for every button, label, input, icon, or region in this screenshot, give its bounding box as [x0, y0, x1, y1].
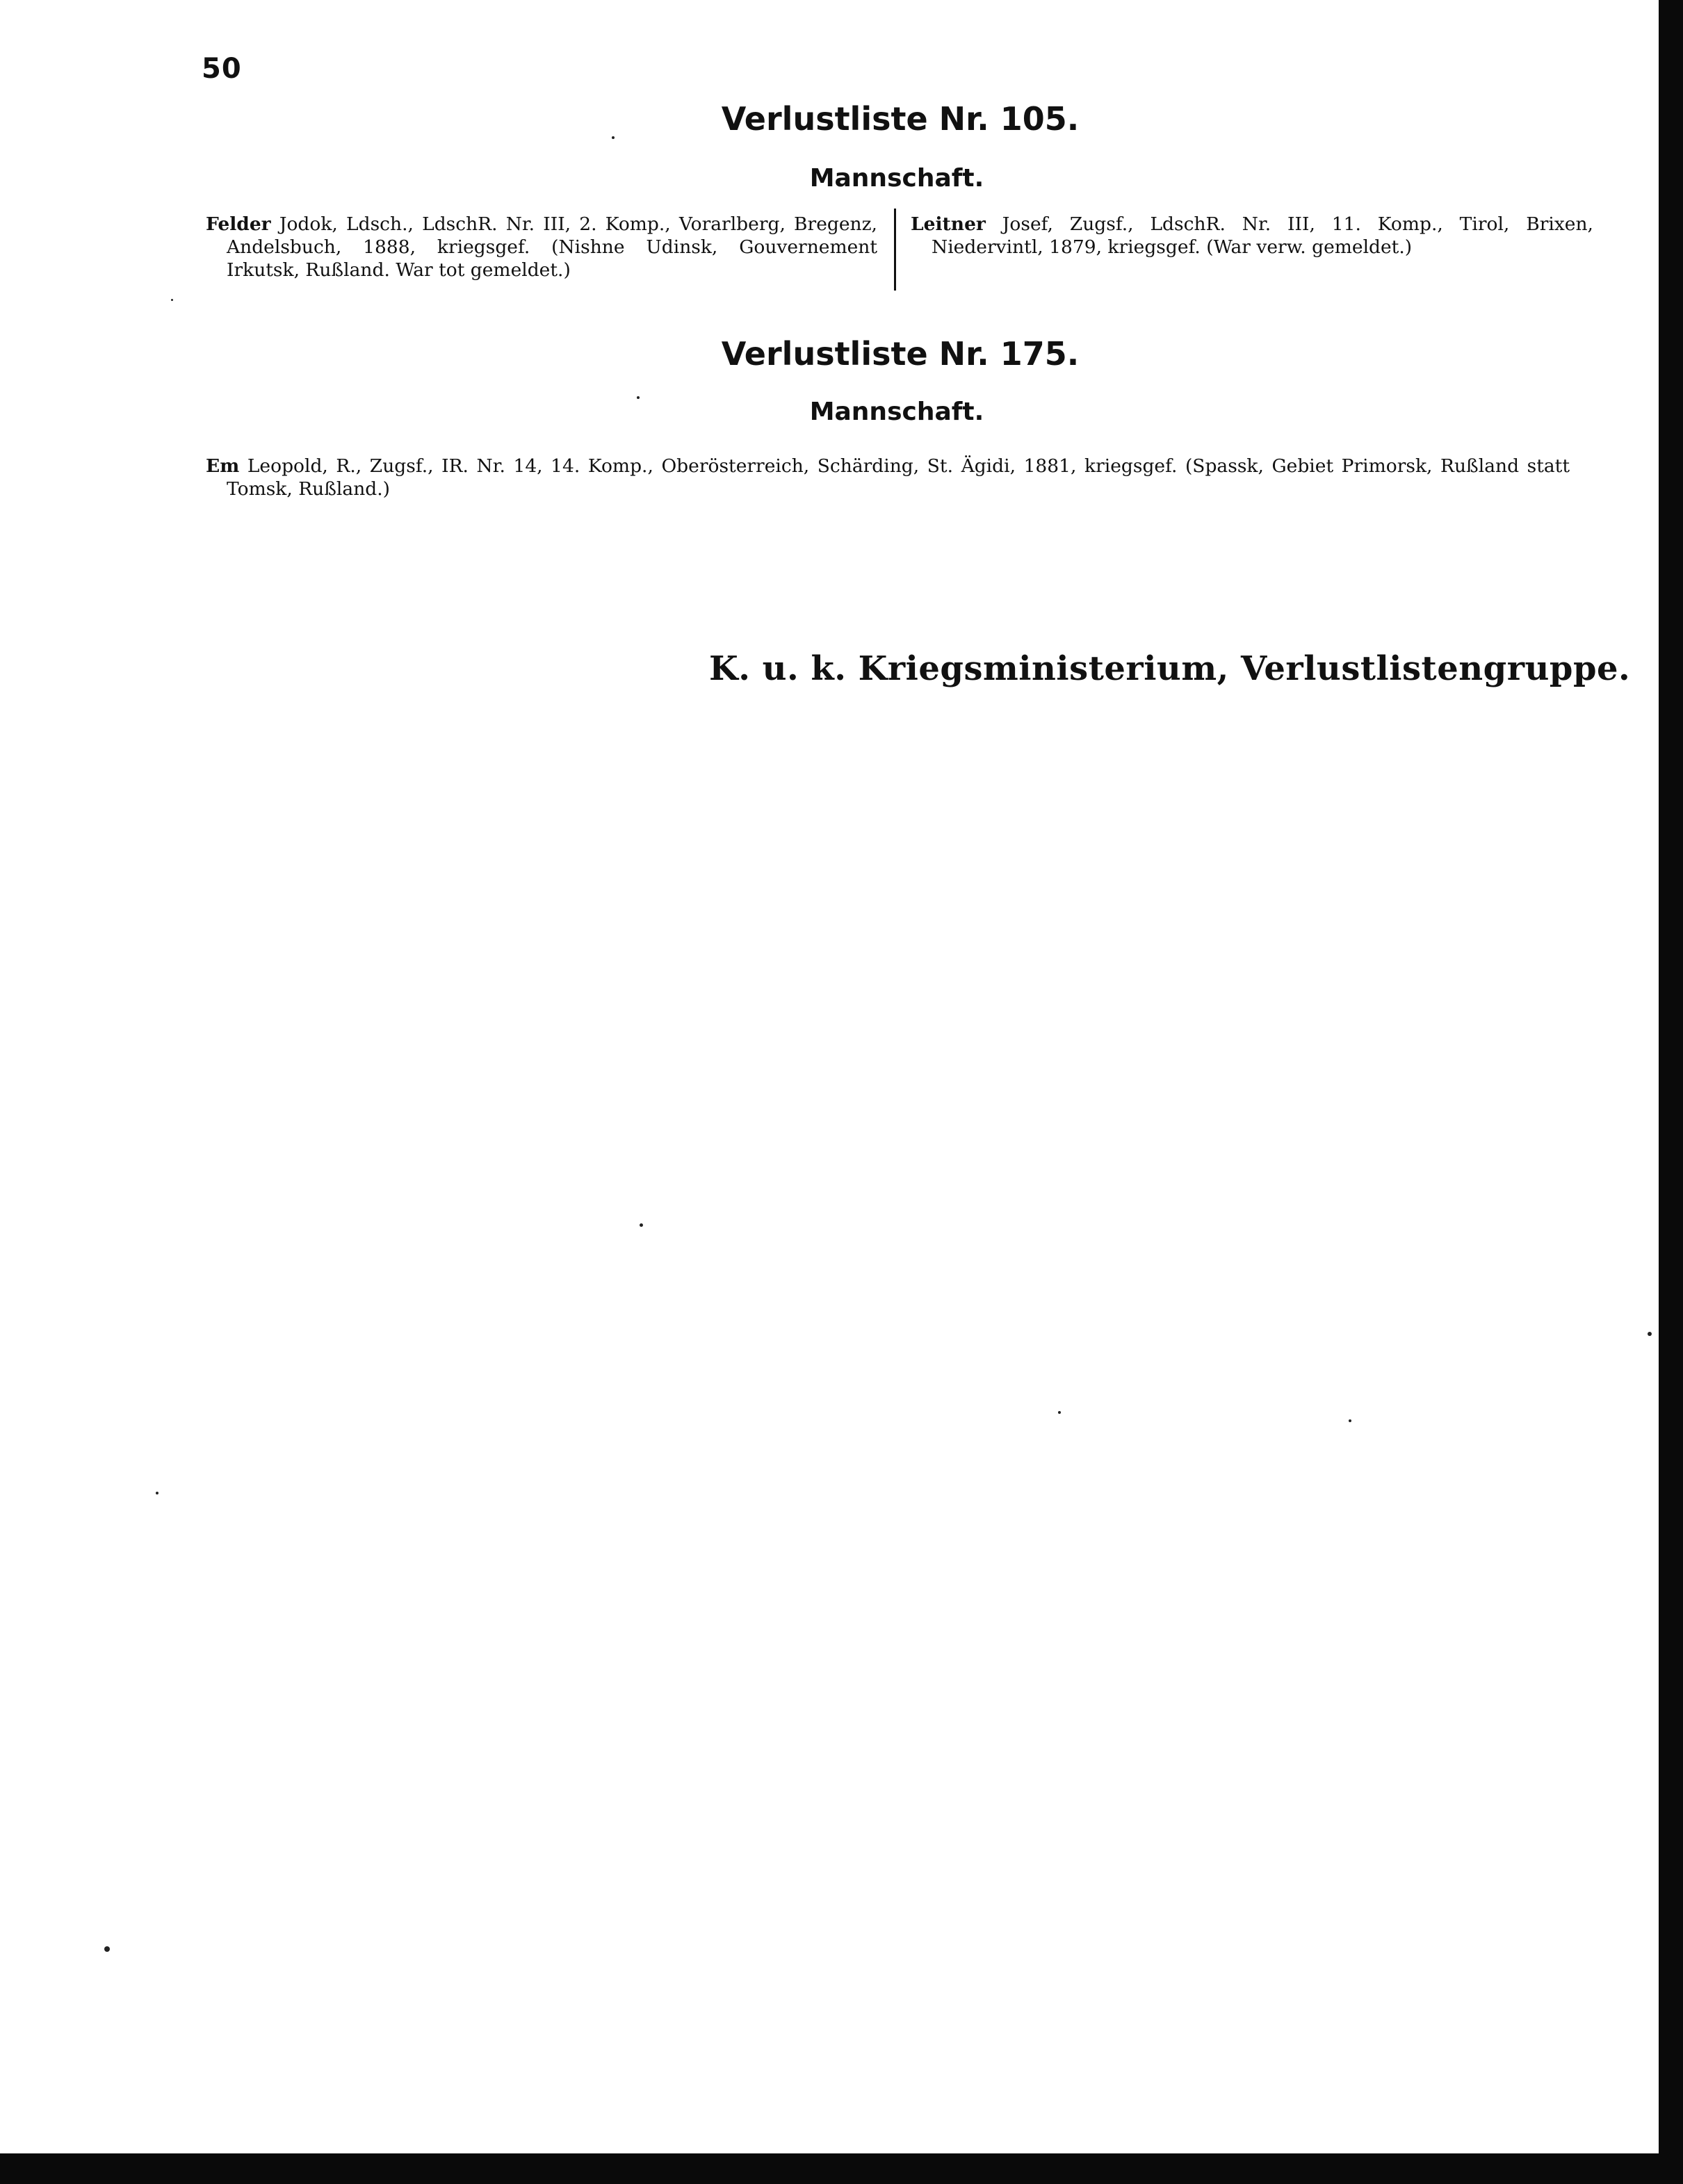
scan-speck [637, 396, 640, 399]
loss-list-105-subtitle: Mannschaft. [809, 164, 984, 193]
loss-list-175-subtitle: Mannschaft. [809, 398, 984, 426]
casualty-entry [206, 455, 1570, 500]
casualty-surname: Em [206, 455, 240, 477]
casualty-details: Jodok, Ldsch., LdschR. Nr. III, 2. Komp., Vorarlberg, Bregenz, Andelsbuch, 1888, kriegsgef. (Nishne Udinsk, Gouvernement Irkutsk, Rußland. War tot gemeldet.) [227, 213, 877, 281]
loss-list-105-title: Verlustliste Nr. 105. [721, 100, 1080, 138]
scan-speck [612, 136, 615, 139]
page-number: 50 [202, 53, 242, 85]
scan-speck [1648, 1332, 1652, 1336]
casualty-surname: Leitner [911, 213, 986, 235]
casualty-details: Josef, Zugsf., LdschR. Nr. III, 11. Komp., Tirol, Brixen, Niedervintl, 1879, kriegsgef. (War verw. gemeldet.) [932, 213, 1593, 258]
scan-speck [104, 1946, 110, 1952]
loss-list-105-right-column [911, 213, 1593, 259]
scan-border-bottom [0, 2153, 1683, 2184]
scan-speck [1349, 1419, 1351, 1422]
scan-speck [640, 1223, 643, 1227]
scan-speck [1058, 1411, 1061, 1414]
casualty-details: Leopold, R., Zugsf., IR. Nr. 14, 14. Komp., Oberösterreich, Schärding, St. Ägidi, 1881, kriegsgef. (Spassk, Gebiet Primorsk, Rußland statt Tomsk, Rußland.) [227, 455, 1570, 500]
ministry-signature: K. u. k. Kriegsministerium, Verlustlistengruppe. [709, 649, 1631, 688]
casualty-entry [911, 213, 1593, 259]
loss-list-105-left-column [206, 213, 877, 282]
scan-speck [156, 1492, 158, 1494]
casualty-surname: Felder [206, 213, 271, 235]
loss-list-175-title: Verlustliste Nr. 175. [721, 335, 1080, 373]
casualty-entry [206, 213, 877, 282]
scan-speck [171, 299, 173, 301]
scan-border-right [1659, 0, 1683, 2184]
column-divider [894, 209, 896, 291]
